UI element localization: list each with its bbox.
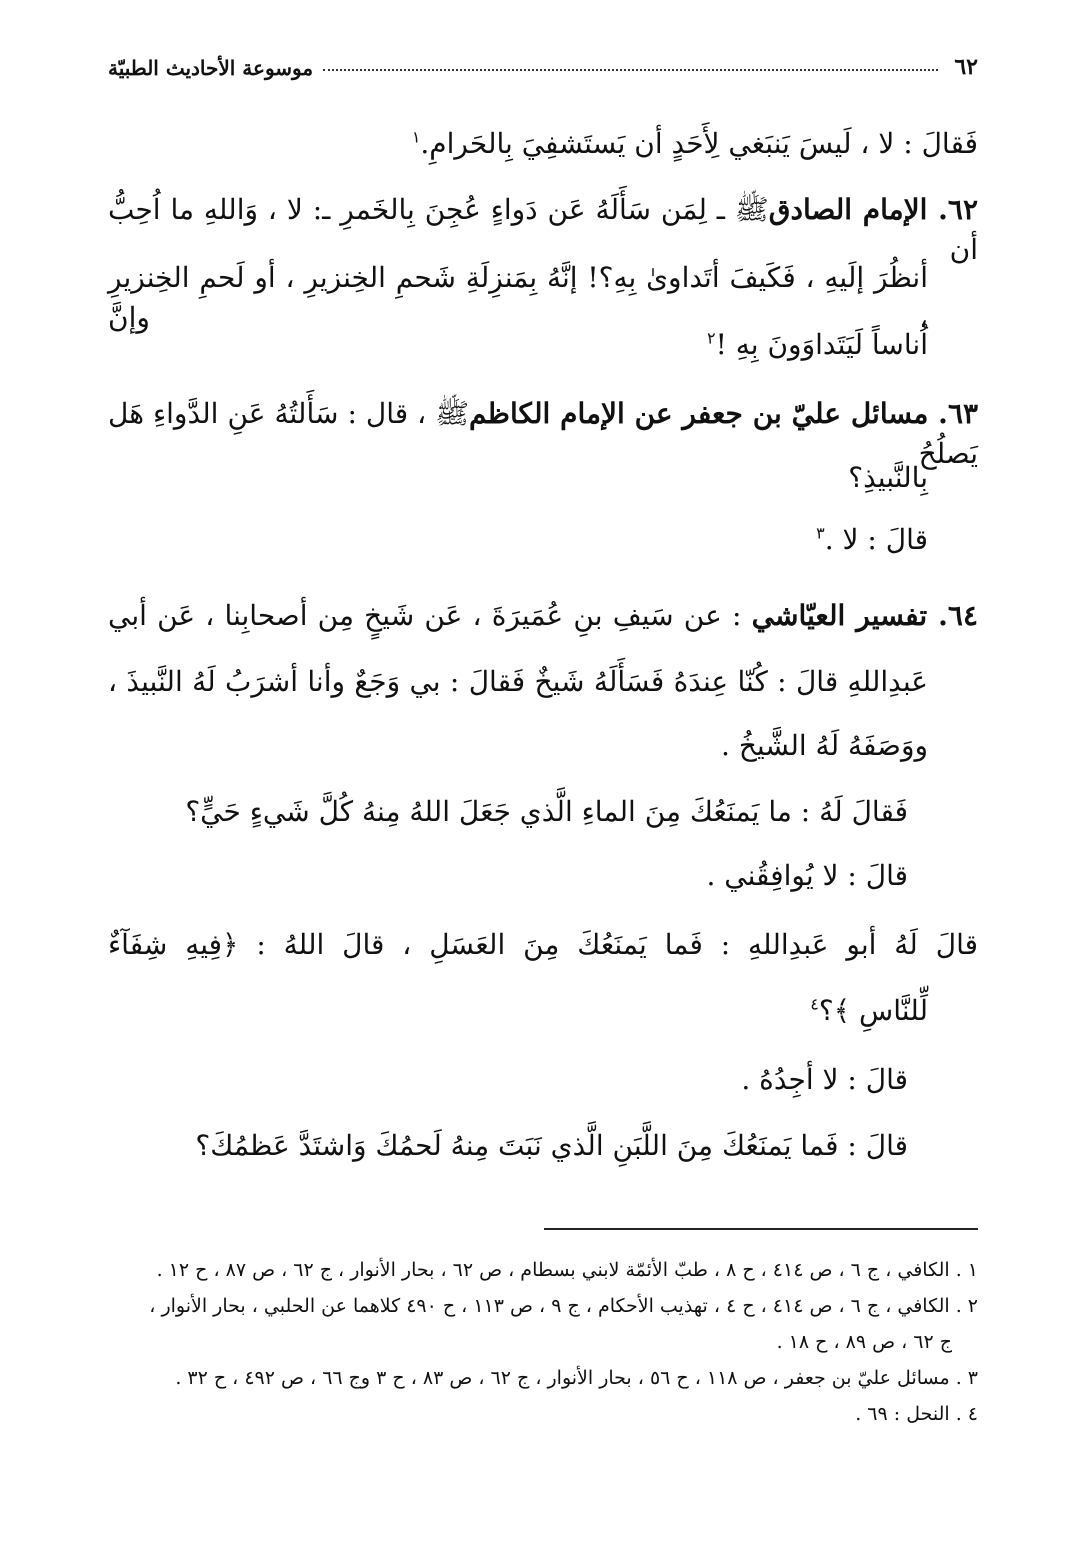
footnote-separator (544, 1228, 978, 1230)
blessing-glyph: ﷺ (435, 397, 470, 430)
text-line-1 (412, 124, 978, 164)
text-line-11: فَقالَ لَهُ : ما يَمنَعُكَ مِنَ الماءِ الَّذي جَعَلَ اللهُ مِنهُ كُلَّ شَيءٍ حَيٍّ؟ (185, 795, 908, 828)
hadith-62-source: ٦٢. الإمام الصادق (768, 193, 978, 226)
footnote-2: ٢ . الكافي ، ج ٦ ، ص ٤١٤ ، ح ٤ ، تهذيب الأحكام ، ج ٩ ، ص ١١٣ ، ح ٤٩٠ كلاهما عن الحلبي ، بحار الأنوار ، (149, 1295, 978, 1317)
hadith-63-source: ٦٣. مسائل عليّ بن جعفر عن الإمام الكاظم (469, 397, 979, 430)
blessing-glyph: ﷺ (734, 193, 769, 226)
text-line-16: قالَ : فَما يَمنَعُكَ مِنَ اللَّبَنِ الَّذي نَبَتَ مِنهُ لَحمُكَ وَاشتَدَّ عَظمُكَ؟ (195, 1129, 908, 1162)
hadith-64-text: : عن سَيفِ بنِ عُمَيرَةَ ، عَن شَيخٍ مِن أصحابِنا ، عَن أبي (108, 599, 752, 632)
hadith-64-source: ٦٤. تفسير العيّاشي (751, 599, 978, 632)
footnote-2-continued: ج ٦٢ ، ص ٨٩ ، ح ١٨ . (776, 1331, 952, 1353)
text-line-4 (707, 325, 928, 365)
text-line-15: قالَ : لا أجِدُهُ . (741, 1063, 908, 1096)
hadith-64-heading (108, 596, 978, 636)
text-line-14 (810, 991, 928, 1031)
line-text: قالَ : لا . (824, 523, 928, 556)
footnote-ref-4: ٤ (810, 994, 819, 1014)
page-number: ٦٢ (954, 54, 978, 80)
line-text: لِّلنَّاسِ ﴾؟ (818, 994, 928, 1027)
text-line-3: أنظُرَ إلَيهِ ، فَكَيفَ أتَداوىٰ بِهِ؟! إنَّهُ بِمَنزِلَةِ شَحمِ الخِنزيرِ ، أو لَحمِ الخِنزيرِ ، وإنَّ (108, 261, 928, 334)
text-line-7 (816, 520, 928, 560)
text-line-6: بِالنَّبيذِ؟ (848, 461, 928, 494)
text-line-12: قالَ : لا يُوافِقُني . (706, 859, 908, 892)
footnote-ref-3: ٣ (816, 523, 825, 543)
footnote-4: ٤ . النحل : ٦٩ . (855, 1403, 978, 1425)
text-line-10: ووَصَفَهُ لَهُ الشَّيخُ . (721, 729, 928, 762)
hadith-63-text: ، قال : سَأَلتُهُ عَنِ الدَّواءِ هَل يَصلُحُ (108, 397, 978, 470)
footnote-ref-1: ١ (411, 127, 421, 147)
line-text: فَقالَ : لا ، لَيسَ يَنبَغي لِأَحَدٍ أن يَستَشفِيَ بِالحَرامِ. (420, 127, 978, 160)
footnote-1: ١ . الكافي ، ج ٦ ، ص ٤١٤ ، ح ٨ ، طبّ الأئمّة لابني بسطام ، ص ٦٢ ، بحار الأنوار ، ج ٦٢ ، ص ٨٧ ، ح ١٢ . (156, 1259, 978, 1281)
footnote-3: ٣ . مسائل عليّ بن جعفر ، ص ١١٨ ، ح ٥٦ ، بحار الأنوار ، ج ٦٢ ، ص ٨٣ ، ح ٣ وج ٦٦ ، ص ٤٩٢ ، ح ٣٢ . (175, 1367, 978, 1389)
running-header (108, 46, 978, 80)
footnote-ref-2: ٢ (707, 328, 716, 348)
header-dot-leader (323, 69, 938, 71)
line-text: اُناساً لَيَتَداوَونَ بِهِ ! (715, 328, 928, 361)
text-line-13: قالَ لَهُ أبو عَبدِاللهِ : فَما يَمنَعُكَ مِنَ العَسَلِ ، قالَ اللهُ : ﴿فِيهِ شِفَآءٌ (108, 928, 978, 961)
book-title: موسوعة الأحاديث الطبيّة (108, 56, 314, 80)
text-line-9: عَبدِاللهِ قالَ : كُنّا عِندَهُ فَسَأَلَهُ شَيخٌ فَقالَ : بي وَجَعٌ وأنا أشرَبُ لَهُ النَّبيذَ ، (108, 665, 928, 698)
hadith-62-text: ـ لِمَن سَأَلَهُ عَن دَواءٍ عُجِنَ بِالخَمرِ ـ: لا ، وَاللهِ ما اُحِبُّ أن (108, 193, 978, 266)
